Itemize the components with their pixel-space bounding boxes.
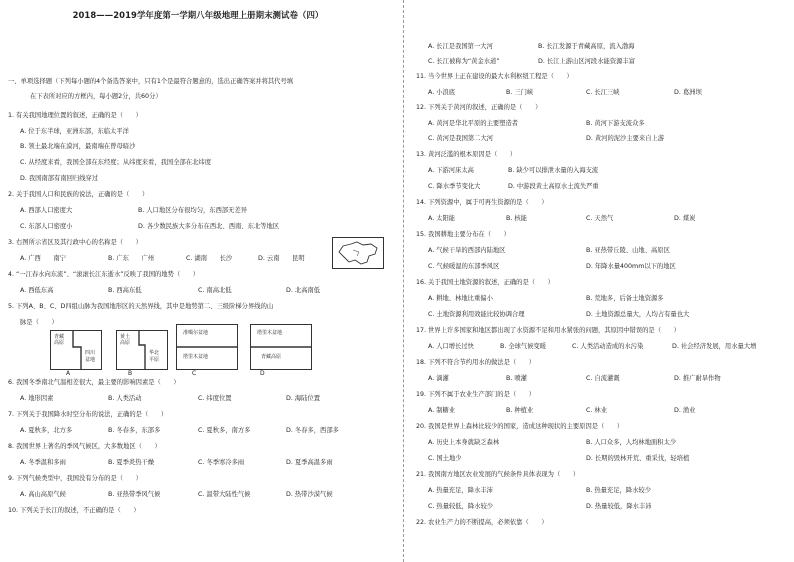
q10-option-a: A. 长江是我国第一大河 [428,43,493,50]
question-2: 2. 关于我国人口和民族的说法，正确的是（ ） [8,191,149,198]
fig-d-bot-label: 青藏高原 [261,354,282,360]
section-header: 一、单项选择题（下列每小题的4个备选答案中，只有1个是最符合题意的，选出正确答案并将其代号填 [8,78,294,85]
q10-option-b: B. 长江发源于青藏高原，流入渤海 [538,43,635,50]
q7-option-b: B. 冬春多，东部多 [108,427,161,434]
fig-label-d: D [260,370,265,377]
question-7: 7. 下列关于我国降水时空分布的说法，正确的是（ ） [8,411,168,418]
q7-option-c: C. 夏秋多，南方多 [198,427,251,434]
question-21: 21. 我国南方地区农业发展的气候条件具体表现为（ ） [416,471,580,478]
question-22: 22. 农业生产力的不断提高，必须依靠（ ） [416,519,548,526]
q11-option-d: D. 葛洲坝 [674,89,702,96]
q2-option-c: C. 东部人口密度小 [20,223,73,230]
q14-option-b: B. 核能 [506,215,527,222]
q2-option-b: B. 人口地区分布很均匀，东西部无差异 [138,207,248,214]
q11-option-b: B. 三门峡 [506,89,534,96]
q9-option-d: D. 热带沙漠气候 [286,491,333,498]
question-8: 8. 我国世界上著名的季风气候区，大多数地区（ ） [8,443,161,450]
q7-option-a: A. 夏秋多，北方多 [20,427,73,434]
question-3: 3. 右图所示省区及其行政中心的名称是（ ） [8,239,142,246]
q14-option-c: C. 天然气 [586,215,614,222]
fig-label-b: B [128,370,133,377]
fig-a-bot-label: 四川 [85,350,96,356]
q2-option-d: D. 各少数民族大多分布在西北、西南、东北等地区 [138,223,280,230]
q15-option-b: B. 亚热带丘陵、山地、高原区 [586,247,670,254]
figure-a [50,330,102,370]
q21-option-d: D. 热量较低，降水丰沛 [586,503,652,510]
fig-label-a: A [66,370,71,377]
q17-option-d: D. 社会经济发展，用水量大增 [672,343,757,350]
q21-option-c: C. 热量较低，降水较少 [428,503,494,510]
q12-option-c: C. 黄河是我国第二大河 [428,135,494,142]
q20-option-a: A. 历史上本身就缺乏森林 [428,439,500,446]
q12-option-d: D. 黄河的泥沙主要来自上游 [586,135,665,142]
q16-option-b: B. 荒地多，后备土地资源多 [586,295,664,302]
q1-option-a: A. 位于东半球，亚洲东部，东临太平洋 [20,128,129,135]
q15-option-c: C. 气候暖湿的东部季风区 [428,263,500,270]
q18-option-a: A. 滴灌 [428,375,449,382]
fig-a-bot-label2: 盆地 [85,357,96,363]
q21-option-a: A. 热量充足，降水丰沛 [428,487,493,494]
question-13: 13. 黄河泛滥的根本原因是（ ） [416,151,517,158]
q21-option-b: B. 热量充足，降水较少 [586,487,651,494]
fig-c-bot-label: 塔里木盆地 [183,354,209,360]
q19-option-c: C. 林业 [586,407,607,414]
province-outline-icon [333,238,383,268]
question-5-cont: 脉是（ ） [20,319,58,326]
q1-option-b: B. 领土最北端在漠河，最南端在曾母暗沙 [20,143,136,150]
q6-option-a: A. 地形因素 [20,395,54,402]
q17-option-c: C. 人类活动造成的水污染 [572,343,644,350]
fig-b-top-label2: 高原 [120,340,131,346]
q20-option-b: B. 人口众多，人均林地面积太少 [586,439,677,446]
fig-b-top-label: 黄土 [120,334,131,340]
question-11: 11. 当今世界上正在建设的最大水利枢纽工程是（ ） [416,73,573,80]
figure-c [176,324,238,370]
column-divider [403,0,404,562]
q13-option-c: C. 降水季节变化大 [428,183,481,190]
q16-option-a: A. 耕地、林地比重偏小 [428,295,493,302]
fig-d-top-label: 塔里木盆地 [257,330,283,336]
q4-option-b: B. 西高东低 [108,287,142,294]
question-12: 12. 下列关于黄河的叙述，正确的是（ ） [416,104,542,111]
question-10: 10. 下列关于长江的叙述，不正确的是（ ） [8,507,140,514]
q18-option-d: D. 推广耐旱作物 [674,375,721,382]
q15-option-a: A. 气候干旱的西部内陆地区 [428,247,506,254]
q8-option-a: A. 冬季温和多雨 [20,459,66,466]
question-15: 15. 我国耕地主要分布在（ ） [416,231,510,238]
question-5: 5. 下列A、B、C、D四组山脉为我国地形区的天然界线，其中是地势第二、三级阶梯分界线的山 [8,303,274,310]
q8-option-b: B. 夏季炎热干燥 [108,459,155,466]
figure-d [250,324,312,370]
q15-option-d: D. 年降水量400mm以下的地区 [586,263,676,270]
page-title: 2018——2019学年度第一学期八年级地理上册期末测试卷（四） [72,10,324,20]
question-9: 9. 下列气候类型中，我国没有分布的是（ ） [8,475,142,482]
q1-option-c: C. 从经度来看，我国全部在东经度；从纬度来看，我国全部在北纬度 [20,159,212,166]
q10-option-c: C. 长江被称为“黄金水道” [428,58,500,65]
question-1: 1. 有关我国地理位置的叙述，正确的是（ ） [8,112,142,119]
q19-option-b: B. 种植业 [506,407,534,414]
q11-option-a: A. 小浪底 [428,89,456,96]
question-16: 16. 关于我国土地资源的叙述，正确的是（ ） [416,279,554,286]
fig-c-top-label: 准噶尔盆地 [183,330,209,336]
q13-option-a: A. 下游河床太高 [428,167,474,174]
q18-option-b: B. 喷灌 [506,375,527,382]
question-20: 20. 我国是世界上森林比较少的国家，造成这种现状的主要原因是（ ） [416,423,624,430]
q14-option-d: D. 煤炭 [674,215,696,222]
q3-option-a: A. 广西 南宁 [20,255,66,262]
fig-a-top-label: 青藏 [54,334,65,340]
q13-option-d: D. 中游段黄土高原水土流失严重 [508,183,599,190]
fig-a-top-label2: 高原 [54,340,65,346]
q4-option-a: A. 西低东高 [20,287,54,294]
q3-option-c: C. 湖南 长沙 [186,255,233,262]
question-4: 4. “一江春水向东流”、“滚滚长江东逝水”反映了我国的地势（ ） [8,271,200,278]
question-18: 18. 下列不符合节约用水的做法是（ ） [416,359,536,366]
q1-option-d: D. 我国南部有南回归线穿过 [20,175,99,182]
q3-option-d: D. 云南 昆明 [258,255,305,262]
q2-option-a: A. 西部人口密度大 [20,207,73,214]
q12-option-a: A. 黄河是华北平原的主要塑造者 [428,120,519,127]
q9-option-c: C. 温带大陆性气候 [198,491,251,498]
fig-b-bot-label: 华北 [149,350,160,356]
fig-b-bot-label2: 平原 [149,357,160,363]
q17-option-b: B. 全球气候变暖 [500,343,547,350]
section-header-cont: 在下表所对应的方框内，每小题2分，共60分） [30,93,162,100]
q6-option-b: B. 人类活动 [108,395,142,402]
q20-option-d: D. 长期的毁林开荒、重采伐，轻培植 [586,455,690,462]
q4-option-d: D. 北高南低 [286,287,321,294]
q11-option-c: C. 长江三峡 [586,89,620,96]
question-6: 6. 我国冬季南北气温相差很大，最主要的影响因素是（ ） [8,379,180,386]
q12-option-b: B. 黄河下游支流众多 [586,120,645,127]
province-map [332,237,384,269]
question-17: 17. 世界上许多国家和地区都出现了水资源不足和用水紧张的问题，其原因中错误的是（ ） [416,327,680,334]
q10-option-d: D. 长江上游山区河段水能资源丰富 [538,58,636,65]
q16-option-c: C. 土地资源利用效能比较协调合理 [428,311,525,318]
q17-option-a: A. 人口增长过快 [428,343,474,350]
q14-option-a: A. 太阳能 [428,215,456,222]
q18-option-c: C. 自流灌溉 [586,375,620,382]
q8-option-d: D. 夏季高温多雨 [286,459,333,466]
q8-option-c: C. 冬季寒冷多雨 [198,459,245,466]
q6-option-d: D. 海陆位置 [286,395,321,402]
q9-option-b: B. 亚热带季风气候 [108,491,161,498]
q20-option-c: C. 国土地少 [428,455,462,462]
q9-option-a: A. 高山高原气候 [20,491,66,498]
fig-label-c: C [192,370,197,377]
q16-option-d: D. 土地资源总量大，人均占有量也大 [586,311,690,318]
question-14: 14. 下列资源中，属于可再生资源的是（ ） [416,199,548,206]
question-19: 19. 下列不属于农业生产部门的是（ ） [416,391,536,398]
q7-option-d: D. 冬春多，西部多 [286,427,339,434]
q13-option-b: B. 缺少可以排泄水量的入海支流 [508,167,599,174]
q6-option-c: C. 纬度位置 [198,395,232,402]
q19-option-a: A. 制糖业 [428,407,456,414]
q19-option-d: D. 渔业 [674,407,696,414]
q4-option-c: C. 南高北低 [198,287,232,294]
figure-b [116,330,168,370]
q3-option-b: B. 广东 广州 [108,255,155,262]
